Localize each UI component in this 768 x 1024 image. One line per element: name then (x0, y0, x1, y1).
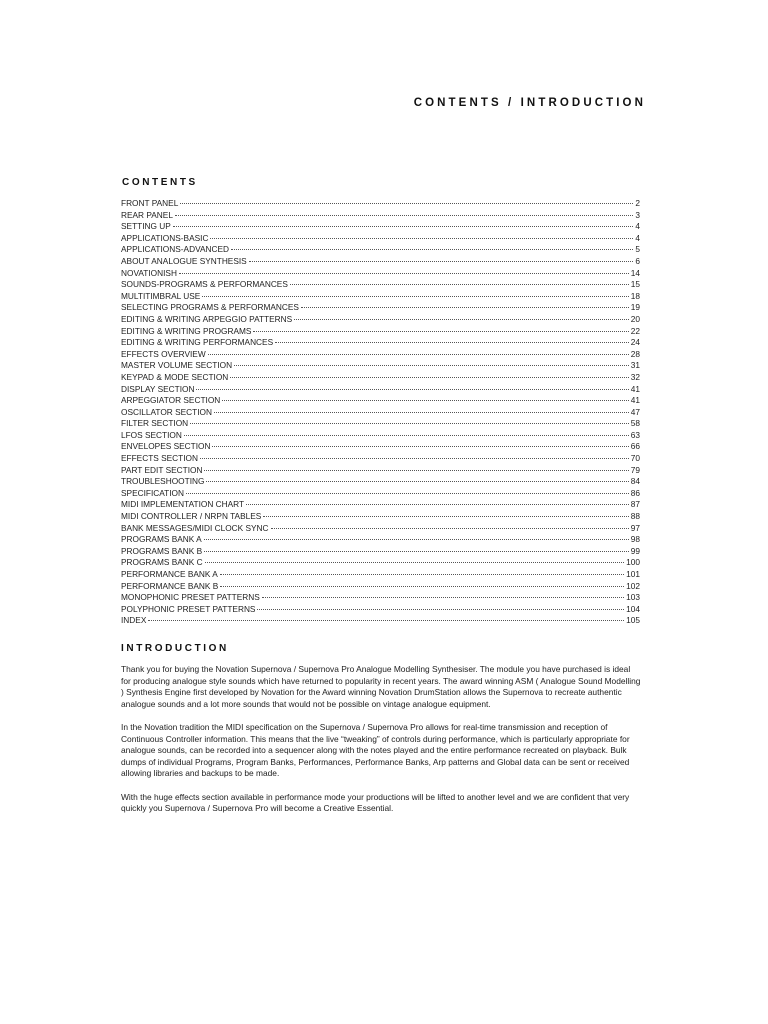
dot-leader (249, 261, 634, 262)
toc-entry-page: 6 (635, 255, 640, 266)
toc-entry-page: 99 (630, 545, 640, 556)
toc-entry-page: 102 (626, 580, 640, 591)
toc-entry-page: 70 (630, 453, 640, 464)
toc-entry-title: LFOS SECTION (121, 429, 182, 440)
toc-entry-title: SOUNDS-PROGRAMS & PERFORMANCES (121, 279, 288, 290)
toc-entry (121, 256, 640, 268)
toc-entry (121, 581, 640, 593)
toc-entry-title: EFFECTS SECTION (121, 453, 198, 464)
toc-entry-page: 15 (630, 279, 640, 290)
toc-entry-page: 4 (635, 221, 640, 232)
toc-entry (121, 534, 640, 546)
dot-leader (184, 435, 629, 436)
toc-entry-title: MASTER VOLUME SECTION (121, 360, 233, 371)
toc-entry-title: ARPEGGIATOR SECTION (121, 395, 221, 406)
dot-leader (220, 574, 624, 575)
toc-entry-title: PERFORMANCE BANK A (121, 569, 218, 579)
dot-leader (186, 493, 629, 494)
toc-entry-page: 97 (630, 522, 640, 533)
toc-entry (121, 326, 640, 338)
introduction-paragraph: Thank you for buying the Novation Supernova / Supernova Pro Analogue Modelling Synthesiser. The module you have purchased is ideal for producing analogue style sounds which have returned to popularity in recent years. The award winning ASM ( Analogue Sound Modelling ) Synthesis Engine first developed by Novation for the Award winning Novation DrumStation allows the Supernova to recreate authentic analogue sounds and a lot more sounds that would not be possible on vintage analogue equipment. (121, 664, 641, 709)
dot-leader (275, 342, 629, 343)
toc-entry (121, 302, 640, 314)
introduction-paragraph: In the Novation tradition the MIDI specification on the Supernova / Supernova Pro allows for real-time transmission and reception of Continuous Controller information. This means that the live “tweaking” of controls during performance, which is particularly appropriate for analogue sounds, can be recorded into a sequencer along with the notes played and the entire performance recreated on playback. Bulk dumps of individual Programs, Program Banks, Performances, Performance Banks, Arp patterns and Global data can be sent or received allowing libraries and backups to be made. (121, 721, 630, 779)
toc-entry (121, 384, 640, 396)
dot-leader (262, 597, 624, 598)
introduction-body (121, 664, 641, 826)
toc-entry-title: POLYPHONIC PRESET PATTERNS (121, 603, 256, 614)
toc-entry-title: KEYPAD & MODE SECTION (121, 371, 229, 382)
toc-entry-title: MONOPHONIC PRESET PATTERNS (121, 592, 260, 603)
toc-entry (121, 233, 640, 245)
toc-entry-title: APPLICATIONS-ADVANCED (121, 244, 230, 255)
toc-entry-title: NOVATIONISH (121, 267, 177, 278)
toc-entry (121, 279, 640, 291)
dot-leader (205, 562, 625, 563)
dot-leader (196, 389, 628, 390)
toc-entry (121, 244, 640, 256)
dot-leader (222, 400, 628, 401)
toc-entry-page: 101 (626, 569, 640, 579)
dot-leader (173, 226, 634, 227)
toc-entry-page: 2 (635, 198, 640, 208)
toc-entry (121, 488, 640, 500)
toc-entry-title: EDITING & WRITING PERFORMANCES (121, 337, 274, 348)
dot-leader (246, 504, 629, 505)
toc-entry-page: 32 (630, 371, 640, 382)
toc-entry (121, 430, 640, 442)
dot-leader (220, 586, 624, 587)
toc-entry-page: 18 (630, 290, 640, 301)
toc-entry-title: MIDI IMPLEMENTATION CHART (121, 499, 245, 510)
dot-leader (294, 319, 629, 320)
toc-entry (121, 337, 640, 349)
toc-entry (121, 210, 640, 222)
toc-entry-title: EFFECTS OVERVIEW (121, 348, 206, 359)
toc-entry (121, 360, 640, 372)
toc-entry-page: 98 (630, 534, 640, 545)
toc-entry (121, 221, 640, 233)
toc-entry-page: 87 (630, 499, 640, 510)
toc-entry (121, 418, 640, 430)
toc-entry-page: 31 (630, 360, 640, 371)
dot-leader (230, 377, 629, 378)
toc-entry-page: 63 (630, 429, 640, 440)
dot-leader (200, 458, 629, 459)
toc-entry-title: REAR PANEL (121, 209, 173, 220)
dot-leader (208, 354, 629, 355)
dot-leader (204, 470, 628, 471)
dot-leader (271, 528, 629, 529)
toc-entry (121, 546, 640, 558)
dot-leader (214, 412, 629, 413)
introduction-heading: INTRODUCTION (121, 643, 229, 654)
dot-leader (257, 609, 624, 610)
toc-entry (121, 198, 640, 210)
toc-entry-title: DISPLAY SECTION (121, 383, 195, 394)
toc-entry-page: 28 (630, 348, 640, 359)
dot-leader (212, 446, 628, 447)
toc-entry-title: PART EDIT SECTION (121, 464, 203, 475)
toc-entry (121, 615, 640, 627)
dot-leader (179, 273, 629, 274)
toc-entry-title: APPLICATIONS-BASIC (121, 232, 209, 243)
toc-entry-page: 5 (635, 244, 640, 255)
toc-entry-title: MULTITIMBRAL USE (121, 290, 201, 301)
toc-entry-page: 66 (630, 441, 640, 452)
dot-leader (190, 423, 629, 424)
toc-entry-page: 24 (630, 337, 640, 348)
toc-entry-page: 47 (630, 406, 640, 417)
dot-leader (148, 620, 624, 621)
introduction-paragraph: With the huge effects section available in performance mode your productions will be lifted to another level and we are confident that very quickly you Supernova / Supernova Pro will become a Creative Essential. (121, 791, 630, 814)
dot-leader (290, 284, 629, 285)
toc-entry-title: EDITING & WRITING ARPEGGIO PATTERNS (121, 313, 293, 324)
toc-entry-title: FILTER SECTION (121, 418, 189, 429)
toc-entry-title: SPECIFICATION (121, 487, 185, 498)
dot-leader (231, 249, 633, 250)
toc-entry-page: 103 (626, 592, 640, 603)
toc-entry-title: PROGRAMS BANK A (121, 534, 202, 545)
toc-entry-page: 86 (630, 487, 640, 498)
toc-entry (121, 511, 640, 523)
toc-entry (121, 314, 640, 326)
dot-leader (234, 365, 629, 366)
page-title: CONTENTS / INTRODUCTION (413, 97, 646, 109)
toc-entry-title: INDEX (121, 615, 147, 626)
toc-entry-page: 3 (635, 209, 640, 220)
dot-leader (206, 481, 628, 482)
table-of-contents (121, 198, 640, 627)
toc-entry-title: BANK MESSAGES/MIDI CLOCK SYNC (121, 522, 269, 533)
toc-entry-page: 14 (630, 267, 640, 278)
dot-leader (263, 516, 628, 517)
toc-entry-title: EDITING & WRITING PROGRAMS (121, 325, 252, 336)
toc-entry (121, 476, 640, 488)
contents-heading: CONTENTS (122, 177, 198, 188)
dot-leader (253, 331, 628, 332)
toc-entry (121, 407, 640, 419)
toc-entry-page: 4 (635, 232, 640, 243)
toc-entry-page: 84 (630, 476, 640, 487)
toc-entry-title: ABOUT ANALOGUE SYNTHESIS (121, 255, 247, 266)
toc-entry-page: 22 (630, 325, 640, 336)
toc-entry-page: 41 (630, 395, 640, 406)
toc-entry-title: SELECTING PROGRAMS & PERFORMANCES (121, 302, 299, 313)
toc-entry-page: 105 (626, 615, 640, 626)
toc-entry-page: 19 (630, 302, 640, 313)
dot-leader (210, 238, 633, 239)
toc-entry (121, 465, 640, 477)
dot-leader (180, 203, 633, 204)
toc-entry-title: PROGRAMS BANK B (121, 545, 203, 556)
toc-entry-title: FRONT PANEL (121, 198, 179, 208)
toc-entry-page: 41 (630, 383, 640, 394)
toc-entry (121, 604, 640, 616)
toc-entry (121, 557, 640, 569)
dot-leader (175, 215, 633, 216)
toc-entry-page: 20 (630, 313, 640, 324)
toc-entry (121, 499, 640, 511)
toc-entry (121, 453, 640, 465)
toc-entry (121, 523, 640, 535)
toc-entry-title: TROUBLESHOOTING (121, 476, 205, 487)
toc-entry (121, 372, 640, 384)
toc-entry-title: PERFORMANCE BANK B (121, 580, 219, 591)
toc-entry (121, 441, 640, 453)
toc-entry-page: 58 (630, 418, 640, 429)
dot-leader (204, 551, 629, 552)
toc-entry (121, 395, 640, 407)
dot-leader (204, 539, 629, 540)
toc-entry (121, 268, 640, 280)
toc-entry-page: 79 (630, 464, 640, 475)
toc-entry-page: 88 (630, 511, 640, 522)
dot-leader (202, 296, 628, 297)
toc-entry (121, 349, 640, 361)
toc-entry-title: MIDI CONTROLLER / NRPN TABLES (121, 511, 262, 522)
dot-leader (301, 307, 629, 308)
toc-entry-page: 104 (626, 603, 640, 614)
toc-entry-title: OSCILLATOR SECTION (121, 406, 212, 417)
toc-entry-title: ENVELOPES SECTION (121, 441, 211, 452)
toc-entry-title: SETTING UP (121, 221, 171, 232)
toc-entry-page: 100 (626, 557, 640, 568)
toc-entry-title: PROGRAMS BANK C (121, 557, 203, 568)
toc-entry (121, 569, 640, 581)
toc-entry (121, 291, 640, 303)
toc-entry (121, 592, 640, 604)
